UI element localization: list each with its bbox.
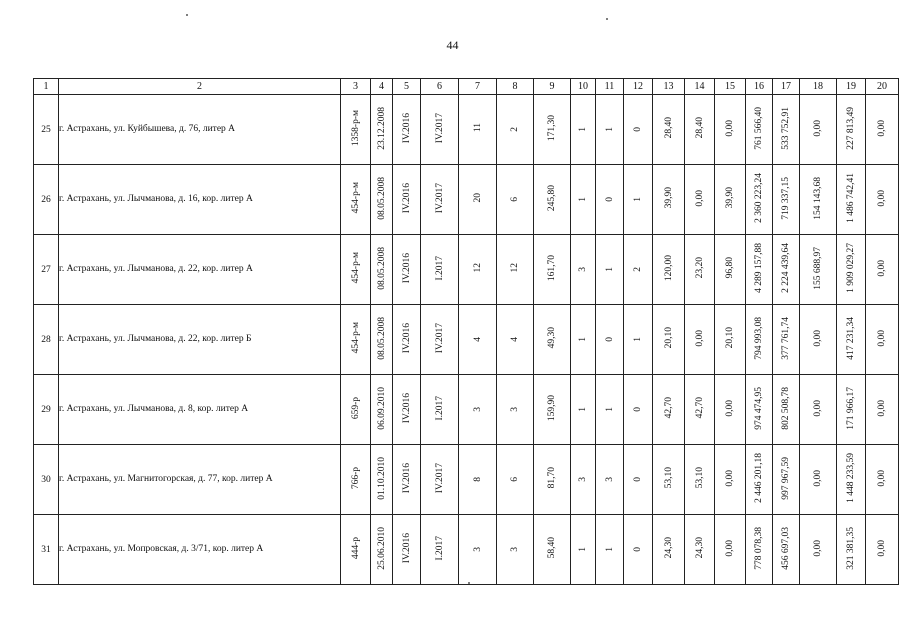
amount-17 (773, 445, 800, 515)
count-11 (596, 375, 624, 445)
count-11 (596, 445, 624, 515)
count-8-text: 6 (510, 196, 520, 202)
area-13 (653, 515, 685, 585)
amount-20-text: 0,00 (877, 469, 887, 487)
amount-17 (773, 235, 800, 305)
area-total-text: 245,80 (547, 184, 557, 212)
amount-20 (866, 305, 899, 375)
start-quarter (393, 515, 421, 585)
area-14-text: 24,30 (694, 537, 705, 559)
area-15-text: 0,00 (725, 119, 735, 137)
residents-count-text: 4 (472, 336, 483, 342)
residents-count (459, 375, 497, 445)
count-8 (497, 95, 534, 165)
count-8-text: 2 (510, 126, 520, 132)
row-number: 28 (34, 305, 59, 375)
registry-table (33, 78, 899, 585)
amount-18 (800, 515, 837, 585)
amount-17-text: 719 337,15 (781, 176, 791, 220)
document-date-text: 25.06.2010 (376, 526, 387, 570)
start-quarter (393, 445, 421, 515)
column-header: 19 (837, 79, 866, 95)
amount-18 (800, 235, 837, 305)
area-13 (653, 375, 685, 445)
area-15-text: 20,10 (725, 327, 735, 349)
count-10-text: 1 (578, 336, 588, 342)
amount-20-text: 0,00 (877, 329, 887, 347)
address-cell: г. Астрахань, ул. Лычманова, д. 22, кор. литер Б (59, 305, 341, 375)
count-10-text: 1 (578, 406, 588, 412)
column-header: 3 (341, 79, 371, 95)
area-14 (685, 235, 715, 305)
count-12-text: 0 (633, 546, 643, 552)
column-header: 1 (34, 79, 59, 95)
document-number (341, 515, 371, 585)
area-total-text: 159,90 (547, 394, 557, 422)
count-10 (571, 445, 596, 515)
start-quarter-text: IV.2016 (401, 252, 412, 284)
count-11 (596, 95, 624, 165)
area-13-text: 53,10 (663, 467, 674, 489)
amount-20 (866, 375, 899, 445)
address-cell: г. Астрахань, ул. Лычманова, д. 8, кор. литер А (59, 375, 341, 445)
document-date-text: 23.12.2008 (376, 106, 387, 150)
area-total-text: 161,70 (547, 254, 557, 282)
amount-16-text: 2 360 223,24 (754, 173, 764, 223)
count-10 (571, 305, 596, 375)
area-total (534, 445, 571, 515)
area-13 (653, 95, 685, 165)
amount-16-text: 4 289 157,88 (754, 243, 764, 293)
area-14 (685, 445, 715, 515)
column-header: 14 (685, 79, 715, 95)
amount-18 (800, 375, 837, 445)
count-12 (624, 305, 653, 375)
start-quarter (393, 95, 421, 165)
amount-19 (837, 165, 866, 235)
area-13 (653, 445, 685, 515)
residents-count-text: 8 (472, 476, 483, 482)
document-number (341, 235, 371, 305)
count-8 (497, 305, 534, 375)
amount-19 (837, 375, 866, 445)
count-11 (596, 165, 624, 235)
area-total-text: 49,30 (547, 327, 557, 349)
amount-16 (746, 515, 773, 585)
column-header: 5 (393, 79, 421, 95)
document-date-text: 06.09.2010 (376, 386, 387, 430)
amount-19-text: 1 909 029,27 (846, 243, 856, 293)
end-quarter (421, 235, 459, 305)
column-header: 2 (59, 79, 341, 95)
amount-16 (746, 95, 773, 165)
amount-16-text: 974 474,95 (754, 386, 764, 430)
count-12-text: 1 (633, 336, 643, 342)
count-11-text: 0 (604, 336, 615, 342)
area-13-text: 20,10 (663, 327, 674, 349)
area-14 (685, 165, 715, 235)
column-header: 12 (624, 79, 653, 95)
count-10-text: 3 (578, 266, 588, 272)
count-8 (497, 445, 534, 515)
document-date-text: 08.05.2008 (376, 316, 387, 360)
document-number (341, 95, 371, 165)
document-date-text: 01.10.2010 (376, 456, 387, 500)
row-number: 30 (34, 445, 59, 515)
area-14-text: 0,00 (694, 189, 705, 207)
document-number (341, 375, 371, 445)
count-12 (624, 375, 653, 445)
count-12 (624, 445, 653, 515)
amount-17 (773, 165, 800, 235)
area-total-text: 58,40 (547, 537, 557, 559)
amount-19 (837, 305, 866, 375)
residents-count-text: 20 (472, 193, 483, 203)
amount-18-text: 0,00 (813, 329, 823, 347)
column-header: 13 (653, 79, 685, 95)
count-10 (571, 515, 596, 585)
area-15 (715, 515, 746, 585)
count-10 (571, 235, 596, 305)
amount-18-text: 0,00 (813, 539, 823, 557)
amount-20 (866, 95, 899, 165)
document-date-text: 08.05.2008 (376, 246, 387, 290)
area-15 (715, 305, 746, 375)
document-date (371, 235, 393, 305)
amount-19-text: 1 448 233,59 (846, 453, 856, 503)
count-12 (624, 165, 653, 235)
count-11-text: 3 (604, 476, 615, 482)
residents-count-text: 12 (472, 263, 483, 273)
count-10 (571, 165, 596, 235)
column-header: 10 (571, 79, 596, 95)
end-quarter (421, 515, 459, 585)
page-number: 44 (446, 38, 459, 52)
end-quarter (421, 445, 459, 515)
residents-count (459, 95, 497, 165)
column-header: 8 (497, 79, 534, 95)
document-number-text: 454-р-м (350, 182, 361, 214)
start-quarter-text: IV.2016 (401, 182, 412, 214)
address-cell: г. Астрахань, ул. Магнитогорская, д. 77, кор. литер А (59, 445, 341, 515)
amount-18-text: 154 143,68 (813, 176, 823, 220)
document-number (341, 305, 371, 375)
amount-18-text: 0,00 (813, 119, 823, 137)
amount-20-text: 0,00 (877, 119, 887, 137)
area-14-text: 42,70 (694, 397, 705, 419)
count-8-text: 12 (510, 263, 520, 273)
area-total (534, 95, 571, 165)
column-header: 7 (459, 79, 497, 95)
amount-19-text: 417 231,34 (846, 316, 856, 360)
row-number: 25 (34, 95, 59, 165)
amount-17 (773, 305, 800, 375)
end-quarter-text: IV.2017 (434, 322, 445, 354)
row-number: 27 (34, 235, 59, 305)
count-12-text: 0 (633, 476, 643, 482)
document-date (371, 375, 393, 445)
count-11-text: 0 (604, 196, 615, 202)
area-total-text: 81,70 (547, 467, 557, 489)
amount-19-text: 227 813,49 (846, 106, 856, 150)
amount-20-text: 0,00 (877, 539, 887, 557)
amount-17-text: 456 697,03 (781, 526, 791, 570)
table-row (34, 95, 899, 165)
column-header: 6 (421, 79, 459, 95)
area-15-text: 96,80 (725, 257, 735, 279)
amount-20 (866, 165, 899, 235)
document-number-text: 766-р (350, 466, 361, 490)
start-quarter (393, 165, 421, 235)
document-number-text: 1358-р-м (350, 109, 361, 147)
count-8 (497, 235, 534, 305)
count-11-text: 1 (604, 406, 615, 412)
count-12-text: 1 (633, 196, 643, 202)
count-8 (497, 515, 534, 585)
amount-16 (746, 165, 773, 235)
amount-18-text: 155 688,97 (813, 246, 823, 290)
document-number-text: 454-р-м (350, 252, 361, 284)
start-quarter (393, 305, 421, 375)
amount-16-text: 2 446 201,18 (754, 453, 764, 503)
area-15-text: 39,90 (725, 187, 735, 209)
document-number-text: 444-р (350, 536, 361, 560)
area-15 (715, 235, 746, 305)
amount-19 (837, 515, 866, 585)
column-header: 16 (746, 79, 773, 95)
amount-16 (746, 375, 773, 445)
residents-count (459, 235, 497, 305)
amount-20 (866, 515, 899, 585)
count-10-text: 3 (578, 476, 588, 482)
residents-count (459, 305, 497, 375)
amount-19-text: 1 486 742,41 (846, 173, 856, 223)
amount-17 (773, 375, 800, 445)
area-total (534, 305, 571, 375)
area-14-text: 0,00 (694, 329, 705, 347)
amount-20 (866, 445, 899, 515)
row-number: 31 (34, 515, 59, 585)
amount-18-text: 0,00 (813, 469, 823, 487)
amount-19 (837, 235, 866, 305)
count-12-text: 0 (633, 126, 643, 132)
scan-speck (186, 14, 188, 16)
amount-17-text: 2 224 439,64 (781, 243, 791, 293)
address-cell: г. Астрахань, ул. Куйбышева, д. 76, литер А (59, 95, 341, 165)
count-8 (497, 165, 534, 235)
amount-19 (837, 445, 866, 515)
count-12 (624, 235, 653, 305)
end-quarter (421, 95, 459, 165)
address-cell: г. Астрахань, ул. Мопровская, д. 3/71, кор. литер А (59, 515, 341, 585)
document-number-text: 659-р (350, 396, 361, 420)
count-8-text: 3 (510, 406, 520, 412)
amount-17-text: 533 752,91 (781, 106, 791, 150)
count-10 (571, 375, 596, 445)
start-quarter-text: IV.2016 (401, 112, 412, 144)
amount-20-text: 0,00 (877, 259, 887, 277)
document-date-text: 08.05.2008 (376, 176, 387, 220)
amount-16 (746, 235, 773, 305)
end-quarter-text: I.2017 (434, 255, 445, 281)
area-15 (715, 375, 746, 445)
area-13 (653, 235, 685, 305)
table-row (34, 235, 899, 305)
address-cell: г. Астрахань, ул. Лычманова, д. 16, кор. литер А (59, 165, 341, 235)
end-quarter-text: I.2017 (434, 395, 445, 421)
area-14 (685, 515, 715, 585)
count-11 (596, 305, 624, 375)
amount-20 (866, 235, 899, 305)
end-quarter-text: IV.2017 (434, 112, 445, 144)
count-8-text: 6 (510, 476, 520, 482)
amount-17 (773, 515, 800, 585)
start-quarter-text: IV.2016 (401, 462, 412, 494)
amount-16-text: 794 993,08 (754, 316, 764, 360)
count-11 (596, 235, 624, 305)
column-header: 20 (866, 79, 899, 95)
end-quarter-text: IV.2017 (434, 182, 445, 214)
start-quarter-text: IV.2016 (401, 532, 412, 564)
scan-speck (606, 18, 608, 20)
area-total-text: 171,30 (547, 114, 557, 142)
document-date (371, 515, 393, 585)
area-total (534, 515, 571, 585)
column-header: 17 (773, 79, 800, 95)
area-total (534, 165, 571, 235)
amount-19-text: 321 381,35 (846, 526, 856, 570)
area-total (534, 375, 571, 445)
header-row (34, 79, 899, 95)
area-14 (685, 305, 715, 375)
end-quarter-text: I.2017 (434, 535, 445, 561)
start-quarter-text: IV.2016 (401, 322, 412, 354)
residents-count-text: 3 (472, 406, 483, 412)
area-15-text: 0,00 (725, 399, 735, 417)
area-14 (685, 95, 715, 165)
count-12 (624, 515, 653, 585)
document-date (371, 305, 393, 375)
area-14 (685, 375, 715, 445)
document-date (371, 165, 393, 235)
amount-17-text: 997 967,59 (781, 456, 791, 500)
count-10-text: 1 (578, 196, 588, 202)
amount-16-text: 761 566,40 (754, 106, 764, 150)
count-11-text: 1 (604, 126, 615, 132)
amount-16-text: 778 078,38 (754, 526, 764, 570)
count-8 (497, 375, 534, 445)
document-date (371, 445, 393, 515)
column-header: 9 (534, 79, 571, 95)
start-quarter-text: IV.2016 (401, 392, 412, 424)
document-number-text: 454-р-м (350, 322, 361, 354)
residents-count (459, 445, 497, 515)
count-11-text: 1 (604, 546, 615, 552)
amount-20-text: 0,00 (877, 189, 887, 207)
area-total (534, 235, 571, 305)
end-quarter-text: IV.2017 (434, 462, 445, 494)
area-14-text: 28,40 (694, 117, 705, 139)
area-13-text: 28,40 (663, 117, 674, 139)
area-13-text: 42,70 (663, 397, 674, 419)
count-11-text: 1 (604, 266, 615, 272)
count-11 (596, 515, 624, 585)
count-10 (571, 95, 596, 165)
area-15-text: 0,00 (725, 469, 735, 487)
column-header: 4 (371, 79, 393, 95)
row-number: 29 (34, 375, 59, 445)
count-10-text: 1 (578, 546, 588, 552)
residents-count (459, 515, 497, 585)
table-row (34, 165, 899, 235)
count-12-text: 2 (633, 266, 643, 272)
table-row (34, 305, 899, 375)
residents-count-text: 3 (472, 546, 483, 552)
document-number (341, 165, 371, 235)
amount-18 (800, 445, 837, 515)
count-12-text: 0 (633, 406, 643, 412)
start-quarter (393, 235, 421, 305)
end-quarter (421, 375, 459, 445)
area-13-text: 39,90 (663, 187, 674, 209)
amount-18 (800, 305, 837, 375)
amount-20-text: 0,00 (877, 399, 887, 417)
column-header: 15 (715, 79, 746, 95)
area-13-text: 24,30 (663, 537, 674, 559)
column-header: 18 (800, 79, 837, 95)
count-8-text: 3 (510, 546, 520, 552)
amount-18-text: 0,00 (813, 399, 823, 417)
amount-17 (773, 95, 800, 165)
area-15 (715, 95, 746, 165)
area-14-text: 53,10 (694, 467, 705, 489)
area-15-text: 0,00 (725, 539, 735, 557)
amount-16 (746, 445, 773, 515)
address-cell: г. Астрахань, ул. Лычманова, д. 22, кор. литер А (59, 235, 341, 305)
count-12 (624, 95, 653, 165)
residents-count-text: 11 (472, 123, 483, 133)
area-13 (653, 165, 685, 235)
column-header: 11 (596, 79, 624, 95)
end-quarter (421, 165, 459, 235)
count-10-text: 1 (578, 126, 588, 132)
amount-17-text: 377 761,74 (781, 316, 791, 360)
table-row (34, 445, 899, 515)
amount-18 (800, 95, 837, 165)
count-8-text: 4 (510, 336, 520, 342)
area-15 (715, 445, 746, 515)
area-13 (653, 305, 685, 375)
table-row (34, 375, 899, 445)
document-date (371, 95, 393, 165)
amount-19 (837, 95, 866, 165)
document-number (341, 445, 371, 515)
amount-16 (746, 305, 773, 375)
row-number: 26 (34, 165, 59, 235)
start-quarter (393, 375, 421, 445)
amount-18 (800, 165, 837, 235)
area-14-text: 23,20 (694, 257, 705, 279)
residents-count (459, 165, 497, 235)
end-quarter (421, 305, 459, 375)
table-row (34, 515, 899, 585)
area-13-text: 120,00 (663, 254, 674, 282)
amount-17-text: 802 508,78 (781, 386, 791, 430)
amount-19-text: 171 966,17 (846, 386, 856, 430)
area-15 (715, 165, 746, 235)
